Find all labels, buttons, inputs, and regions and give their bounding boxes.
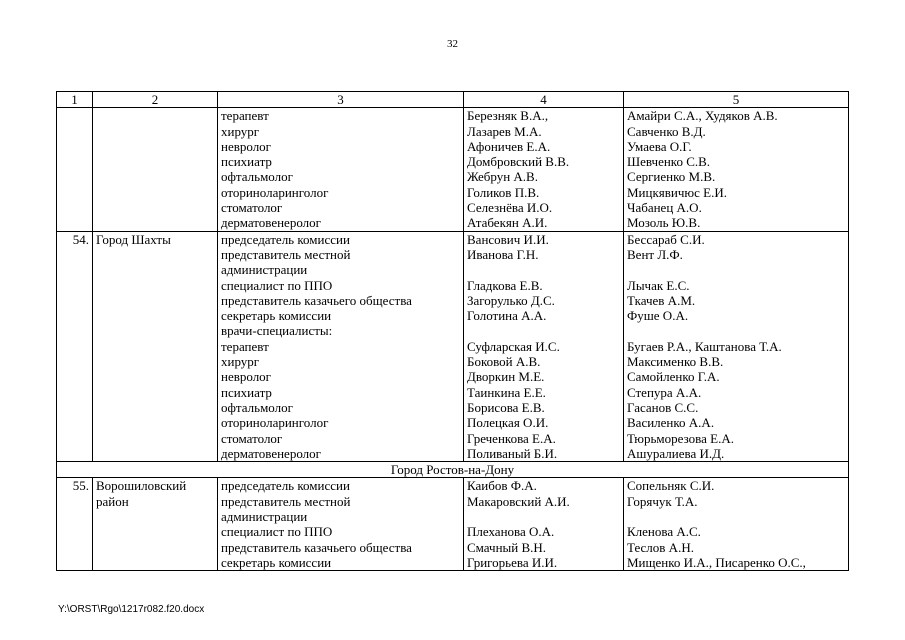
city-heading-row	[57, 462, 849, 478]
cell-line: председатель комиссии	[221, 231, 350, 247]
cell-line: секретарь комиссии	[221, 554, 332, 570]
cell-line: Мицкявичюс Е.И.	[627, 184, 727, 200]
cell-line: Селезнёва И.О.	[467, 200, 553, 216]
cell-line: психиатр	[221, 384, 272, 400]
cell-line: Макаровский А.И.	[467, 493, 570, 509]
cell-line: Город Шахты	[96, 231, 171, 247]
cell-line: дерматовенеролог	[221, 215, 321, 231]
cell-line: офтальмолог	[221, 399, 293, 415]
city-heading: Город Ростов-на-Дону	[57, 462, 849, 478]
file-path-footer: Y:\ORST\Rgo\1217r082.f20.docx	[58, 604, 205, 615]
role-cell	[218, 108, 464, 231]
cell-line	[467, 262, 620, 277]
member-cell	[464, 478, 624, 571]
cell-line	[467, 509, 620, 524]
cell-line: оториноларинголог	[221, 415, 329, 431]
cell-line: стоматолог	[221, 200, 283, 216]
member-cell	[464, 231, 624, 461]
cell-line: Вент Л.Ф.	[627, 246, 683, 262]
cell-line: Суфларская И.С.	[467, 338, 560, 354]
cell-line: терапевт	[221, 108, 269, 124]
cell-line: представитель казачьего общества	[221, 292, 412, 308]
cell-line: Вансович И.И.	[467, 231, 549, 247]
cell-line: Каибов Ф.А.	[467, 478, 537, 494]
reserve-cell	[624, 231, 849, 461]
table-row	[57, 231, 849, 461]
cell-line: стоматолог	[221, 430, 283, 446]
cell-line: Голиков П.В.	[467, 184, 540, 200]
cell-line: Гладкова Е.В.	[467, 277, 543, 293]
row-number: 54.	[57, 231, 93, 461]
cell-line	[627, 262, 845, 277]
cell-line: представитель местной	[221, 246, 351, 262]
cell-line: офтальмолог	[221, 169, 293, 185]
cell-line: психиатр	[221, 154, 272, 170]
cell-line: Афоничев Е.А.	[467, 138, 551, 154]
cell-line: Самойленко Г.А.	[627, 369, 720, 385]
cell-line	[627, 323, 845, 338]
cell-line: Плеханова О.А.	[467, 524, 555, 540]
cell-line: Чабанец А.О.	[627, 200, 702, 216]
header-cell: 2	[93, 92, 218, 108]
cell-line: Шевченко С.В.	[627, 154, 711, 170]
reserve-cell	[624, 108, 849, 231]
cell-line: невролог	[221, 369, 272, 385]
cell-line: хирург	[221, 354, 260, 370]
cell-line: Полецкая О.И.	[467, 415, 549, 431]
member-cell	[464, 108, 624, 231]
cell-line	[467, 323, 620, 338]
row-number	[57, 108, 93, 231]
cell-line: Домбровский В.В.	[467, 154, 570, 170]
cell-line: специалист по ППО	[221, 277, 333, 293]
cell-line: терапевт	[221, 338, 269, 354]
header-cell: 5	[624, 92, 849, 108]
cell-line: Горячук Т.А.	[627, 493, 698, 509]
page-number: 32	[447, 38, 458, 50]
cell-line: Лычак Е.С.	[627, 277, 690, 293]
cell-line: секретарь комиссии	[221, 308, 332, 324]
cell-line: Ткачев А.М.	[627, 292, 696, 308]
cell-line	[627, 509, 845, 524]
cell-line: Сопельняк С.И.	[627, 478, 715, 494]
cell-line: Голотина А.А.	[467, 308, 547, 324]
cell-line: Григорьева И.И.	[467, 554, 558, 570]
cell-line: Умаева О.Г.	[627, 138, 692, 154]
cell-line: председатель комиссии	[221, 478, 350, 494]
place-cell	[93, 231, 218, 461]
cell-line: Мозоль Ю.В.	[627, 215, 701, 231]
cell-line: Фуше О.А.	[627, 308, 689, 324]
cell-line: Ворошиловский	[96, 478, 187, 494]
cell-line: представитель местной	[221, 493, 351, 509]
table-row	[57, 478, 849, 571]
header-cell: 4	[464, 92, 624, 108]
cell-line: администрации	[221, 262, 308, 278]
cell-line: Смачный В.Н.	[467, 539, 547, 555]
cell-line: Борисова Е.В.	[467, 399, 545, 415]
commission-table	[56, 91, 849, 571]
cell-line: врачи-специалисты:	[221, 323, 333, 339]
role-cell	[218, 231, 464, 461]
cell-line: Кленова А.С.	[627, 524, 701, 540]
cell-line: Мищенко И.А., Писаренко О.С.,	[627, 554, 806, 570]
cell-line: Савченко В.Д.	[627, 123, 706, 139]
cell-line: Таинкина Е.Е.	[467, 384, 546, 400]
cell-line: Бугаев Р.А., Каштанова Т.А.	[627, 338, 782, 354]
cell-line: Боковой А.В.	[467, 354, 541, 370]
reserve-cell	[624, 478, 849, 571]
cell-line: Сергиенко М.В.	[627, 169, 716, 185]
cell-line: Лазарев М.А.	[467, 123, 542, 139]
cell-line: дерматовенеролог	[221, 445, 321, 461]
header-cell: 1	[57, 92, 93, 108]
role-cell	[218, 478, 464, 571]
cell-line: представитель казачьего общества	[221, 539, 412, 555]
cell-line: Василенко А.А.	[627, 415, 715, 431]
cell-line: Загорулько Д.С.	[467, 292, 555, 308]
cell-line: оториноларинголог	[221, 184, 329, 200]
place-cell	[93, 108, 218, 231]
place-cell	[93, 478, 218, 571]
cell-line: Иванова Г.Н.	[467, 246, 539, 262]
header-row	[57, 92, 849, 108]
cell-line: Степура А.А.	[627, 384, 702, 400]
cell-line: Максименко В.В.	[627, 354, 724, 370]
cell-line: Тюрьморезова Е.А.	[627, 430, 734, 446]
header-cell: 3	[218, 92, 464, 108]
row-number: 55.	[57, 478, 93, 571]
cell-line: Теслов А.Н.	[627, 539, 694, 555]
cell-line: Поливаный Б.И.	[467, 445, 558, 461]
cell-line: Атабекян А.И.	[467, 215, 548, 231]
cell-line: администрации	[221, 509, 308, 525]
cell-line: Дворкин М.Е.	[467, 369, 545, 385]
table-row	[57, 108, 849, 231]
cell-line: Гасанов С.С.	[627, 399, 699, 415]
cell-line: невролог	[221, 138, 272, 154]
cell-line: Ашуралиева И.Д.	[627, 445, 725, 461]
cell-line: Бессараб С.И.	[627, 231, 705, 247]
cell-line: специалист по ППО	[221, 524, 333, 540]
cell-line: Амайри С.А., Худяков А.В.	[627, 108, 778, 124]
cell-line: район	[96, 493, 129, 509]
cell-line: хирург	[221, 123, 260, 139]
cell-line: Греченкова Е.А.	[467, 430, 556, 446]
cell-line: Березняк В.А.,	[467, 108, 549, 124]
cell-line: Жебрун А.В.	[467, 169, 538, 185]
